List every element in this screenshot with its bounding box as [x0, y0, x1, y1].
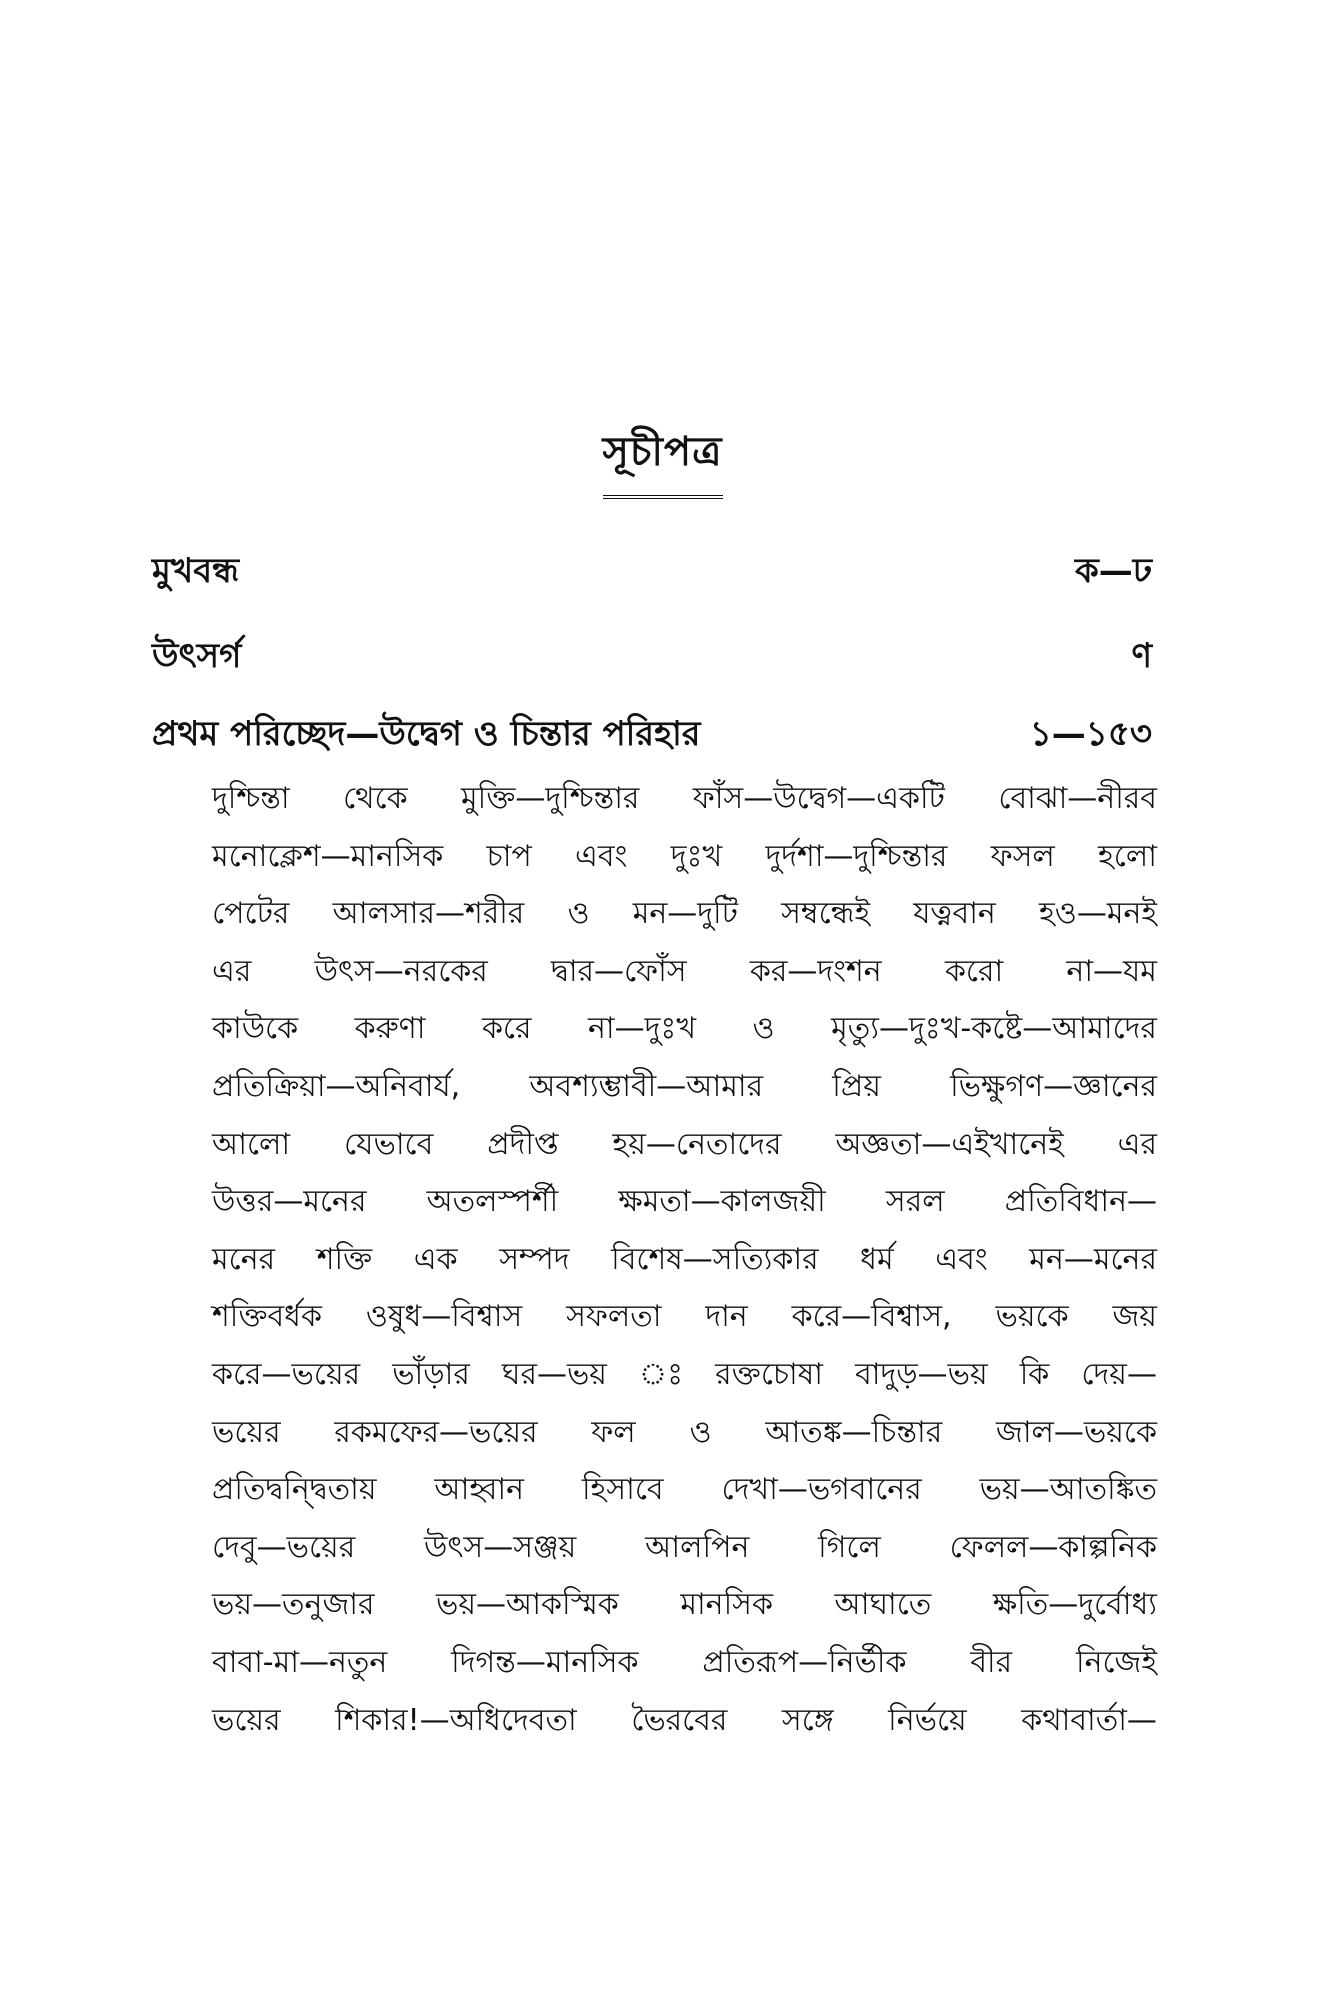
description-word: প্রিয়: [832, 1068, 881, 1104]
description-word: করুণা: [354, 1011, 426, 1047]
description-word: এবং: [575, 838, 628, 874]
description-word: ভিক্ষুগণ—জ্ঞানের: [950, 1068, 1157, 1104]
description-word: ভয়ের: [212, 1414, 281, 1450]
description-line: [212, 770, 1157, 828]
description-word: দেয়—: [1081, 1356, 1157, 1392]
description-word: ফল: [591, 1414, 636, 1450]
description-word: উত্তর—মনের: [212, 1184, 367, 1220]
description-word: জাল—ভয়কে: [996, 1414, 1157, 1450]
description-word: আলো: [212, 1126, 291, 1162]
description-word: হও—মনই: [1038, 896, 1157, 932]
description-word: উৎস—নরকের: [314, 953, 488, 989]
description-word: এর: [212, 953, 252, 989]
description-word: বীর: [970, 1644, 1013, 1680]
description-word: ফাঁস—উদ্বেগ—একটি: [692, 781, 945, 816]
description-word: কাউকে: [212, 1011, 299, 1047]
description-line: [212, 1634, 1157, 1692]
description-word: হলো: [1098, 838, 1157, 874]
description-word: দুশ্চিন্তা: [212, 781, 290, 816]
description-word: যত্নবান: [913, 896, 996, 932]
description-word: বাবা-মা—নতুন: [212, 1644, 388, 1680]
toc-entry-label: মুখবন্ধ: [152, 551, 240, 591]
description-line: [212, 1116, 1157, 1174]
description-word: সরল: [885, 1184, 945, 1220]
description-line: [212, 1519, 1157, 1577]
chapter-1-description: [212, 770, 1157, 1749]
description-word: ধর্ম: [860, 1241, 894, 1277]
toc-entry-pages: ণ: [1131, 636, 1152, 676]
description-word: যেভাবে: [344, 1126, 434, 1162]
description-word: কথাবার্তা—: [1021, 1702, 1157, 1738]
description-word: প্রতিরূপ—নির্ভীক: [702, 1644, 907, 1680]
description-line: [212, 1346, 1157, 1404]
description-line: [212, 1288, 1157, 1346]
toc-entry-pages: ক—ঢ: [1074, 551, 1152, 591]
description-word: উৎস—সঞ্জয়: [424, 1529, 577, 1565]
description-word: দ্বার—ফোঁস: [550, 953, 687, 989]
description-word: জয়: [1112, 1299, 1157, 1335]
description-word: মনের: [212, 1241, 276, 1277]
toc-entry-foreword: [152, 545, 1152, 602]
description-word: ওষুধ—বিশ্বাস: [365, 1299, 523, 1335]
description-word: করো: [944, 953, 1004, 989]
description-word: শক্তিবর্ধক: [212, 1299, 322, 1335]
description-word: ক্ষমতা—কালজয়ী: [618, 1184, 826, 1220]
description-word: আঘাতে: [834, 1587, 932, 1623]
description-word: ও: [567, 896, 590, 932]
description-word: ফেলল—কাল্পনিক: [949, 1529, 1157, 1565]
description-word: চাপ: [486, 838, 532, 874]
description-word: কি: [1019, 1356, 1050, 1392]
title-container: [0, 420, 1325, 499]
description-word: নিজেই: [1076, 1644, 1157, 1680]
toc-entry-chapter-1: [152, 708, 1152, 765]
description-word: ও: [689, 1414, 712, 1450]
description-word: বোঝা—নীরব: [998, 781, 1157, 816]
description-line: [212, 1173, 1157, 1231]
description-word: সম্বন্ধেই: [781, 896, 871, 932]
description-line: [212, 1576, 1157, 1634]
description-line: [212, 885, 1157, 943]
description-word: অতলস্পর্শী: [426, 1184, 559, 1220]
description-word: দান: [705, 1299, 748, 1335]
description-word: মৃত্যু—দুঃখ-কষ্টে—আমাদের: [831, 1011, 1157, 1047]
description-line: [212, 943, 1157, 1001]
description-word: মুক্তি—দুশ্চিন্তার: [461, 781, 640, 816]
description-word: আহ্বান: [434, 1472, 525, 1508]
description-word: শিকার!—অধিদেবতা: [335, 1702, 577, 1738]
description-word: পেটের: [212, 896, 290, 932]
description-word: প্রতিক্রিয়া—অনিবার্য,: [212, 1068, 461, 1104]
description-word: এবং: [935, 1241, 988, 1277]
description-word: অবশ্যম্ভাবী—আমার: [529, 1068, 764, 1104]
toc-entry-label: উৎসর্গ: [152, 636, 242, 676]
description-line: [212, 1000, 1157, 1058]
toc-entry-dedication: [152, 630, 1152, 687]
description-word: আলসার—শরীর: [332, 896, 525, 932]
description-word: দুর্দশা—দুশ্চিন্তার: [765, 838, 948, 874]
description-word: দেবু—ভয়ের: [212, 1529, 356, 1565]
description-word: প্রতিবিধান—: [1004, 1184, 1157, 1220]
description-word: নির্ভয়ে: [888, 1702, 967, 1738]
description-word: এর: [1117, 1126, 1157, 1162]
description-word: ভয়—তনুজার: [212, 1587, 375, 1623]
description-word: ভাঁড়ার: [392, 1356, 470, 1392]
description-word: ঘর—ভয়: [501, 1356, 607, 1392]
description-word: ও: [752, 1011, 775, 1047]
description-word: ভয়—আকস্মিক: [436, 1587, 619, 1623]
description-word: না—যম: [1066, 953, 1157, 989]
description-word: বিশেষ—সত্যিকার: [611, 1241, 819, 1277]
description-word: সঙ্গে: [781, 1702, 834, 1738]
description-word: হিসাবে: [581, 1472, 664, 1508]
description-word: দুঃখ: [670, 838, 723, 874]
description-word: করে—ভয়ের: [212, 1356, 361, 1392]
description-word: মন—দুটি: [632, 896, 738, 932]
description-word: হয়—নেতাদের: [612, 1126, 782, 1162]
description-word: রক্তচোষা: [715, 1356, 824, 1392]
description-word: না—দুঃখ: [587, 1011, 697, 1047]
description-word: রকমফের—ভয়ের: [334, 1414, 538, 1450]
description-word: ভয়—আতঙ্কিত: [979, 1472, 1157, 1508]
description-word: মন—মনের: [1029, 1241, 1157, 1277]
description-word: করে—বিশ্বাস,: [791, 1299, 952, 1335]
description-word: কর—দংশন: [749, 953, 882, 989]
description-word: এক: [413, 1241, 458, 1277]
description-line: [212, 1461, 1157, 1519]
description-word: দিগন্ত—মানসিক: [451, 1644, 639, 1680]
description-line: [212, 1058, 1157, 1116]
toc-entry-pages: ১—১৫৩: [1029, 714, 1152, 754]
description-word: করে: [481, 1011, 532, 1047]
description-word: ভৈরবের: [631, 1702, 728, 1738]
description-word: মনোক্লেশ—মানসিক: [212, 838, 444, 874]
description-word: প্রদীপ্ত: [487, 1126, 559, 1162]
description-word: মানসিক: [680, 1587, 773, 1623]
description-word: প্রতিদ্বন্দ্বিতায়: [212, 1472, 377, 1508]
description-line: [212, 1231, 1157, 1289]
page-title: সূচীপত্র: [603, 420, 723, 499]
description-word: অজ্ঞতা—এইখানেই: [835, 1126, 1064, 1162]
description-word: শক্তি: [316, 1241, 373, 1277]
description-word: আলপিন: [645, 1529, 750, 1565]
toc-entry-label: প্রথম পরিচ্ছেদ—উদ্বেগ ও চিন্তার পরিহার: [152, 714, 701, 754]
description-word: দেখা—ভগবানের: [721, 1472, 922, 1508]
description-word: ফসল: [990, 838, 1055, 874]
description-word: ভয়কে: [995, 1299, 1069, 1335]
description-word: ঃ: [639, 1356, 684, 1392]
description-word: ভয়ের: [212, 1702, 281, 1738]
description-word: আতঙ্ক—চিন্তার: [765, 1414, 943, 1450]
description-word: বাদুড়—ভয়: [855, 1356, 988, 1392]
description-word: সম্পদ: [499, 1241, 570, 1277]
description-word: গিলে: [818, 1529, 881, 1565]
description-line: [212, 828, 1157, 886]
description-line: [212, 1404, 1157, 1462]
description-word: থেকে: [342, 781, 408, 816]
description-word: ক্ষতি—দুর্বোধ্য: [992, 1587, 1157, 1623]
description-line: [212, 1692, 1157, 1750]
description-word: সফলতা: [566, 1299, 662, 1335]
